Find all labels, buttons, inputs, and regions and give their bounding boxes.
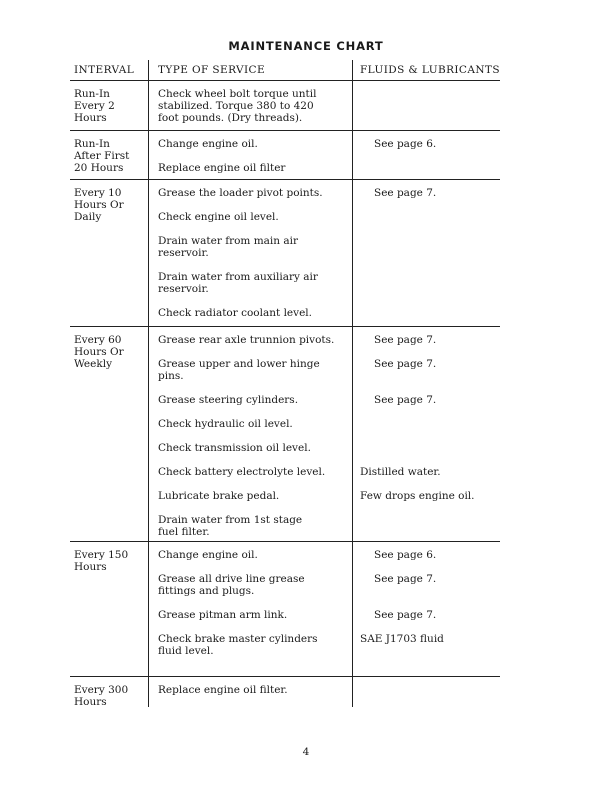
service-item (158, 88, 354, 124)
interval-line: Weekly (74, 358, 113, 370)
service-line: Grease steering cylinders. (158, 394, 299, 406)
service-line: foot pounds. (Dry threads). (158, 112, 303, 124)
service-item (158, 418, 354, 430)
interval-cell (74, 88, 148, 124)
chart-body (70, 81, 500, 707)
service-line: Drain water from 1st stage (158, 514, 303, 526)
service-line: fluid level. (158, 645, 214, 657)
interval-line: Daily (74, 211, 102, 223)
column-divider-1 (148, 677, 149, 707)
service-item (158, 684, 354, 696)
chart-row (70, 131, 500, 180)
interval-line: After First (74, 150, 130, 162)
fluid-value: See page 6. (374, 549, 437, 561)
interval-cell (74, 549, 148, 573)
interval-line: Every 150 (74, 549, 129, 561)
service-line: Grease pitman arm link. (158, 609, 288, 621)
service-line: fittings and plugs. (158, 585, 255, 597)
column-divider-1 (148, 327, 149, 541)
service-line: Change engine oil. (158, 549, 258, 561)
fluid-value: Few drops engine oil. (360, 490, 475, 502)
column-divider-1 (148, 180, 149, 326)
service-item (158, 466, 354, 478)
header-service: TYPE OF SERVICE (158, 64, 266, 76)
service-line: reservoir. (158, 283, 209, 295)
fluid-value: See page 7. (374, 573, 437, 585)
service-line: Replace engine oil filter (158, 162, 286, 174)
service-line: Grease all drive line grease (158, 573, 305, 585)
interval-line: Hours Or (74, 199, 124, 211)
page-number: 4 (302, 746, 310, 758)
service-line: stabilized. Torque 380 to 420 (158, 100, 314, 112)
service-item (158, 573, 354, 597)
chart-row (70, 180, 500, 327)
service-item (158, 514, 354, 538)
header-fluids: FLUIDS & LUBRICANTS (360, 64, 500, 76)
interval-cell (74, 187, 148, 223)
service-line: Check battery electrolyte level. (158, 466, 326, 478)
fluid-value: See page 7. (374, 609, 437, 621)
interval-line: Every 300 (74, 684, 129, 696)
interval-line: 20 Hours (74, 162, 124, 174)
chart-row (70, 677, 500, 707)
service-line: fuel filter. (158, 526, 210, 538)
interval-line: Hours (74, 696, 107, 708)
chart-row (70, 81, 500, 131)
service-line: Check engine oil level. (158, 211, 279, 223)
interval-line: Hours (74, 561, 107, 573)
service-line: Replace engine oil filter. (158, 684, 288, 696)
service-line: Check transmission oil level. (158, 442, 311, 454)
interval-cell (74, 684, 148, 708)
service-item (158, 211, 354, 223)
service-item (158, 609, 354, 621)
service-item (158, 271, 354, 295)
column-divider-1 (148, 542, 149, 676)
fluid-value: See page 6. (374, 138, 437, 150)
service-item (158, 358, 354, 382)
service-item (158, 442, 354, 454)
column-divider-1 (148, 131, 149, 179)
service-line: Check brake master cylinders (158, 633, 318, 645)
fluid-value: Distilled water. (360, 466, 441, 478)
page-title: MAINTENANCE CHART (228, 39, 384, 53)
service-line: Grease rear axle trunnion pivots. (158, 334, 335, 346)
service-item (158, 334, 354, 346)
interval-line: Hours Or (74, 346, 124, 358)
service-line: Lubricate brake pedal. (158, 490, 280, 502)
fluid-value: See page 7. (374, 394, 437, 406)
fluid-value: See page 7. (374, 334, 437, 346)
service-item (158, 490, 354, 502)
service-line: Check radiator coolant level. (158, 307, 312, 319)
service-line: Drain water from main air (158, 235, 299, 247)
service-line: Drain water from auxiliary air (158, 271, 318, 283)
service-item (158, 633, 354, 657)
interval-cell (74, 334, 148, 370)
header-divider-2 (352, 60, 353, 80)
service-item (158, 162, 354, 174)
service-item (158, 394, 354, 406)
service-item (158, 187, 354, 199)
service-line: Change engine oil. (158, 138, 258, 150)
fluid-value: See page 7. (374, 358, 437, 370)
column-divider-1 (148, 81, 149, 130)
service-line: reservoir. (158, 247, 209, 259)
service-item (158, 235, 354, 259)
service-line: Grease upper and lower hinge (158, 358, 320, 370)
interval-line: Run-In (74, 138, 110, 150)
interval-line: Run-In (74, 88, 110, 100)
header-interval: INTERVAL (74, 64, 135, 76)
service-item (158, 138, 354, 150)
service-item (158, 549, 354, 561)
service-item (158, 307, 354, 319)
fluid-value: See page 7. (374, 187, 437, 199)
chart-header-row (70, 60, 500, 81)
fluid-value: SAE J1703 fluid (360, 633, 444, 645)
interval-line: Every 2 (74, 100, 115, 112)
chart-row (70, 327, 500, 542)
service-line: Check hydraulic oil level. (158, 418, 293, 430)
header-divider-1 (148, 60, 149, 80)
interval-line: Every 10 (74, 187, 122, 199)
interval-cell (74, 138, 148, 174)
chart-row (70, 542, 500, 677)
interval-line: Every 60 (74, 334, 122, 346)
interval-line: Hours (74, 112, 107, 124)
maintenance-chart (70, 60, 500, 707)
service-line: pins. (158, 370, 184, 382)
service-line: Grease the loader pivot points. (158, 187, 323, 199)
service-line: Check wheel bolt torque until (158, 88, 317, 100)
